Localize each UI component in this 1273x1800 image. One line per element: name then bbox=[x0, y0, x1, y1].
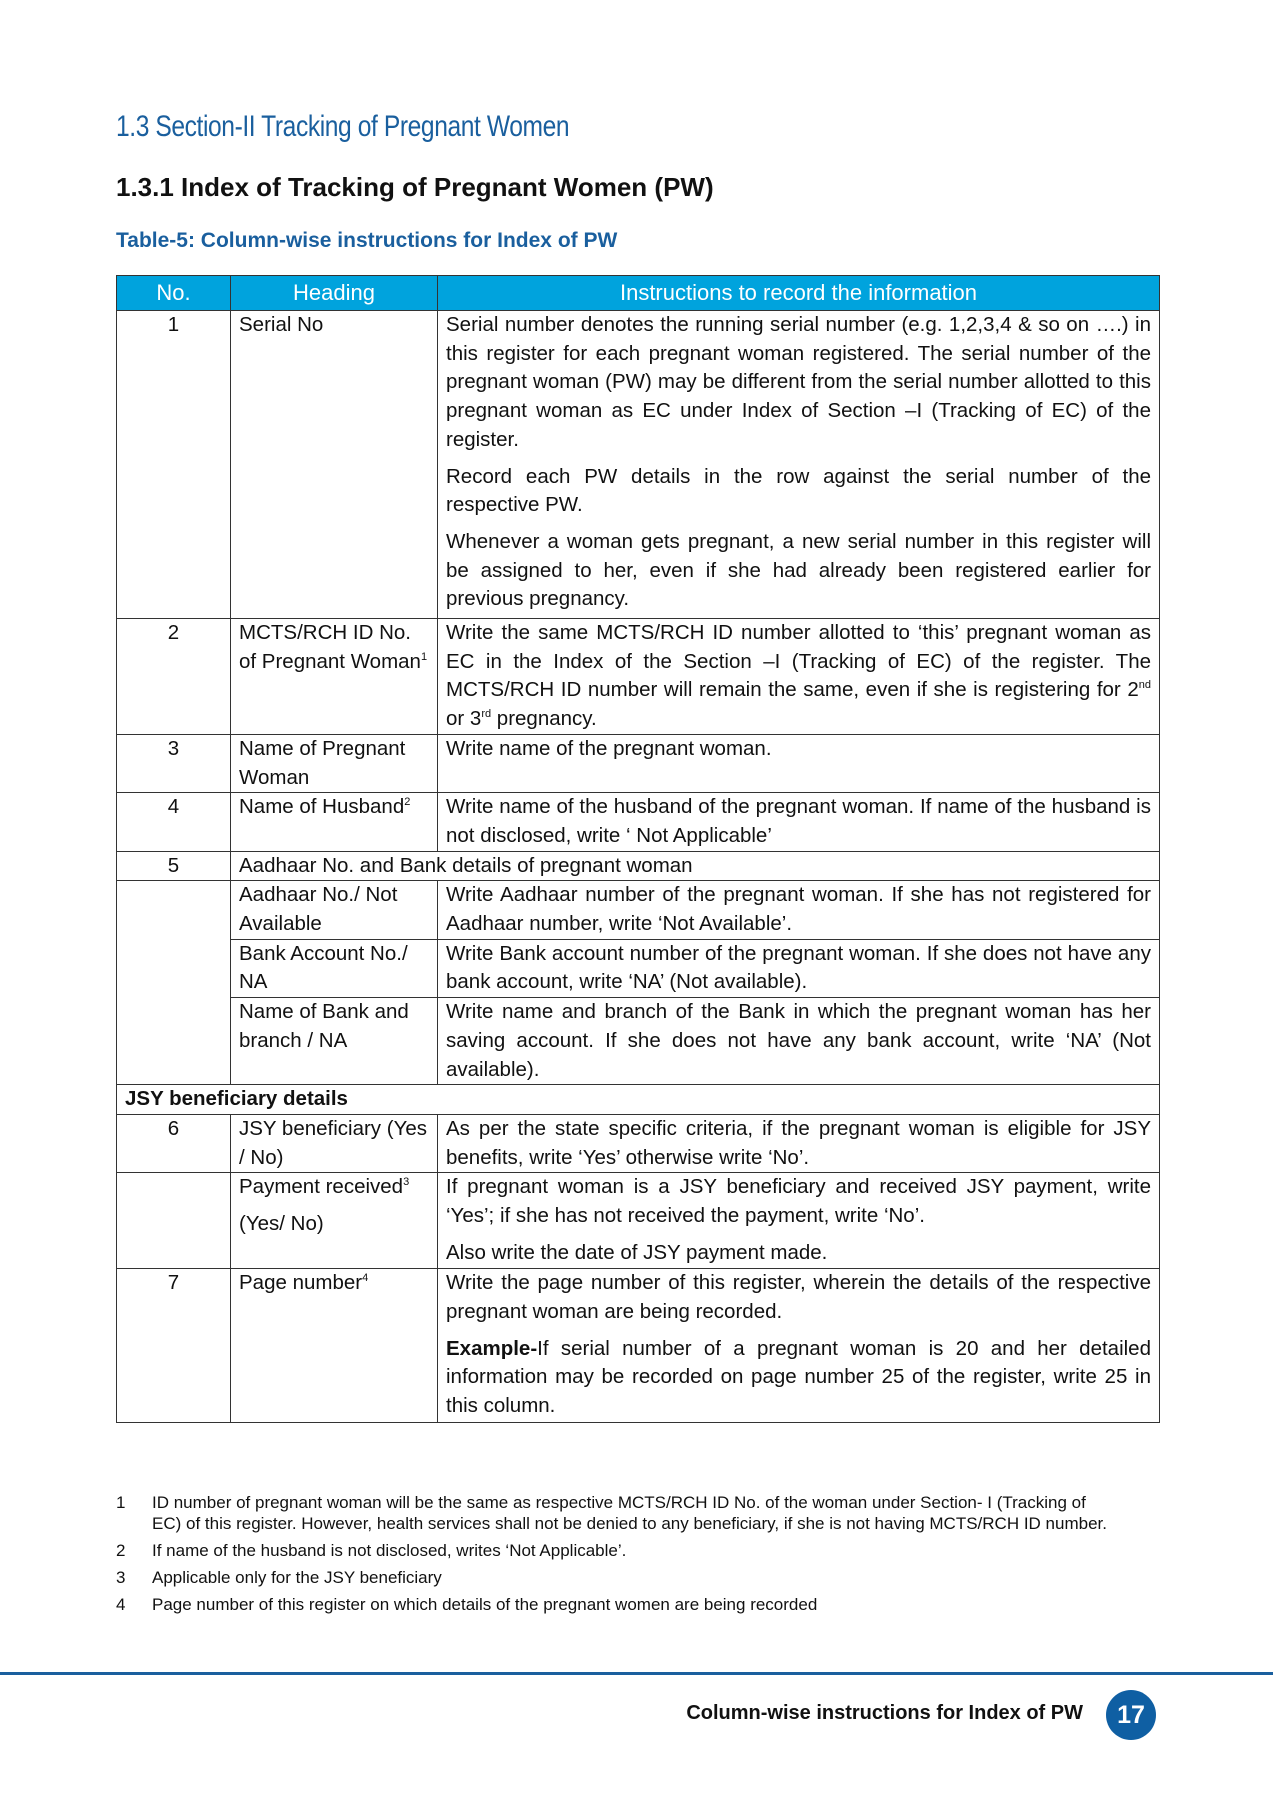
footnote-text: If name of the husband is not disclosed, writes ‘Not Applicable’. bbox=[152, 1541, 627, 1560]
footnote-text: Applicable only for the JSY beneficiary bbox=[152, 1568, 442, 1587]
footnote bbox=[116, 1594, 1116, 1615]
col-heading: Heading bbox=[231, 276, 438, 311]
row-no: 6 bbox=[117, 1114, 231, 1172]
table-header bbox=[117, 276, 1160, 311]
row-instructions: As per the state specific criteria, if the pregnant woman is eligible for JSY benefits, write ‘Yes’ otherwise write ‘No’. bbox=[438, 1114, 1160, 1172]
heading-text: Page number bbox=[239, 1271, 363, 1295]
instruction-text: Write the same MCTS/RCH ID number allotted to ‘this’ pregnant woman as EC in the Index of the Section –I (Tracking of EC) of the register. The MCTS/RCH ID number will remain the same, even if she is registering for 2 bbox=[446, 621, 1151, 702]
table-row bbox=[117, 734, 1160, 792]
row-instructions bbox=[438, 311, 1160, 619]
row-heading: Name of Bank and branch / NA bbox=[231, 998, 438, 1085]
footnote-text: Page number of this register on which details of the pregnant women are being recorded bbox=[152, 1595, 818, 1614]
row-no: 4 bbox=[117, 793, 231, 851]
footnote-number: 3 bbox=[116, 1568, 126, 1587]
table-row bbox=[117, 1114, 1160, 1172]
row-instructions: Write Aadhaar number of the pregnant woman. If she has not registered for Aadhaar number, write ‘Not Available’. bbox=[438, 881, 1160, 939]
section-label: JSY beneficiary details bbox=[117, 1085, 1160, 1115]
row-heading: Aadhaar No./ Not Available bbox=[231, 881, 438, 939]
subsection-title: 1.3.1 Index of Tracking of Pregnant Women (PW) bbox=[116, 172, 714, 202]
instruction-text: Record each PW details in the row against the serial number of the respective PW. bbox=[446, 464, 1151, 517]
row-heading bbox=[231, 1269, 438, 1423]
section-title: 1.3 Section-II Tracking of Pregnant Women bbox=[116, 110, 570, 143]
footnotes bbox=[116, 1492, 1116, 1621]
row-instructions: Write name of the pregnant woman. bbox=[438, 734, 1160, 792]
footnote-ref: 1 bbox=[420, 650, 428, 663]
superscript: nd bbox=[1138, 679, 1151, 692]
col-no: No. bbox=[117, 276, 231, 311]
table-row bbox=[117, 939, 1160, 997]
footnote-number: 4 bbox=[116, 1595, 126, 1614]
footer-text: Column-wise instructions for Index of PW bbox=[686, 1702, 1083, 1724]
table-caption: Table-5: Column-wise instructions for Index of PW bbox=[116, 229, 618, 252]
row-no: 2 bbox=[117, 619, 231, 735]
footnote-ref: 4 bbox=[362, 1272, 369, 1285]
footnote bbox=[116, 1567, 1116, 1588]
footnote bbox=[116, 1492, 1116, 1534]
superscript: rd bbox=[481, 708, 492, 721]
table-row bbox=[117, 881, 1160, 939]
instruction-text: Also write the date of JSY payment made. bbox=[446, 1240, 828, 1264]
row-no: 7 bbox=[117, 1269, 231, 1423]
row-instructions bbox=[438, 1269, 1160, 1423]
heading-text: Payment received bbox=[239, 1175, 404, 1199]
table-row bbox=[117, 619, 1160, 735]
row-heading bbox=[231, 793, 438, 851]
table-row bbox=[117, 1173, 1160, 1269]
row-heading bbox=[231, 619, 438, 735]
page-number: 17 bbox=[1106, 1690, 1156, 1740]
footnote-number: 1 bbox=[116, 1493, 126, 1512]
row-heading bbox=[231, 1173, 438, 1269]
footer-divider bbox=[0, 1672, 1273, 1675]
instruction-text: Write the page number of this register, wherein the details of the respective pregnant woman are being recorded. bbox=[446, 1271, 1151, 1324]
row-heading: Bank Account No./ NA bbox=[231, 939, 438, 997]
row-no bbox=[117, 881, 231, 1085]
table-row bbox=[117, 1269, 1160, 1423]
table-section-row bbox=[117, 1085, 1160, 1115]
footnote-number: 2 bbox=[116, 1541, 126, 1560]
footnote bbox=[116, 1540, 1116, 1561]
example-text: If serial number of a pregnant woman is 20 and her detailed information may be recorded on page number 25 of the register, write 25 in this column. bbox=[446, 1336, 1151, 1418]
footnote-text: ID number of pregnant woman will be the same as respective MCTS/RCH ID No. of the woman under Section- I (Tracking of EC) of this register. However, health services shall not be denied to any beneficiary, if she is not having MCTS/RCH ID number. bbox=[152, 1493, 1107, 1533]
row-heading: Name of Pregnant Woman bbox=[231, 734, 438, 792]
row-instructions: Write name of the husband of the pregnant woman. If name of the husband is not disclosed, write ‘ Not Applicable’ bbox=[438, 793, 1160, 851]
instruction-text: pregnancy. bbox=[491, 707, 597, 731]
row-instructions bbox=[438, 619, 1160, 735]
instruction-text: or 3 bbox=[446, 707, 482, 731]
instruction-text bbox=[446, 1335, 1151, 1421]
row-no: 3 bbox=[117, 734, 231, 792]
row-no bbox=[117, 1173, 231, 1269]
table-row bbox=[117, 998, 1160, 1085]
instruction-text: Serial number denotes the running serial number (e.g. 1,2,3,4 & so on ….) in this register for each pregnant woman registered. The serial number of the pregnant woman (PW) may be different from the serial number allotted to this pregnant woman as EC under Index of Section –I (Tracking of EC) of the register. bbox=[446, 313, 1151, 451]
heading-text: (Yes/ No) bbox=[239, 1212, 324, 1236]
row-no: 1 bbox=[117, 311, 231, 619]
instruction-text: If pregnant woman is a JSY beneficiary and received JSY payment, write ‘Yes’; if she has not received the payment, write ‘No’. bbox=[446, 1175, 1151, 1228]
row-instructions: Write name and branch of the Bank in which the pregnant woman has her saving account. If she does not have any bank account, write ‘NA’ (Not available). bbox=[438, 998, 1160, 1085]
footnote-ref: 2 bbox=[404, 796, 411, 809]
example-label: Example- bbox=[446, 1336, 538, 1360]
row-heading: Aadhaar No. and Bank details of pregnant woman bbox=[231, 851, 1160, 881]
heading-text: Name of Husband bbox=[239, 795, 405, 819]
row-heading: Serial No bbox=[231, 311, 438, 619]
row-instructions bbox=[438, 1173, 1160, 1269]
col-instructions: Instructions to record the information bbox=[438, 276, 1160, 311]
row-instructions: Write Bank account number of the pregnant woman. If she does not have any bank account, write ‘NA’ (Not available). bbox=[438, 939, 1160, 997]
instructions-table bbox=[116, 275, 1160, 1423]
instruction-text: Whenever a woman gets pregnant, a new serial number in this register will be assigned to her, even if she had already been registered earlier for previous pregnancy. bbox=[446, 529, 1151, 611]
row-heading: JSY beneficiary (Yes / No) bbox=[231, 1114, 438, 1172]
row-no: 5 bbox=[117, 851, 231, 881]
table-row bbox=[117, 793, 1160, 851]
heading-text: MCTS/RCH ID No. of Pregnant Woman bbox=[239, 621, 421, 673]
table-row bbox=[117, 851, 1160, 881]
footnote-ref: 3 bbox=[403, 1176, 410, 1189]
table-row bbox=[117, 311, 1160, 619]
